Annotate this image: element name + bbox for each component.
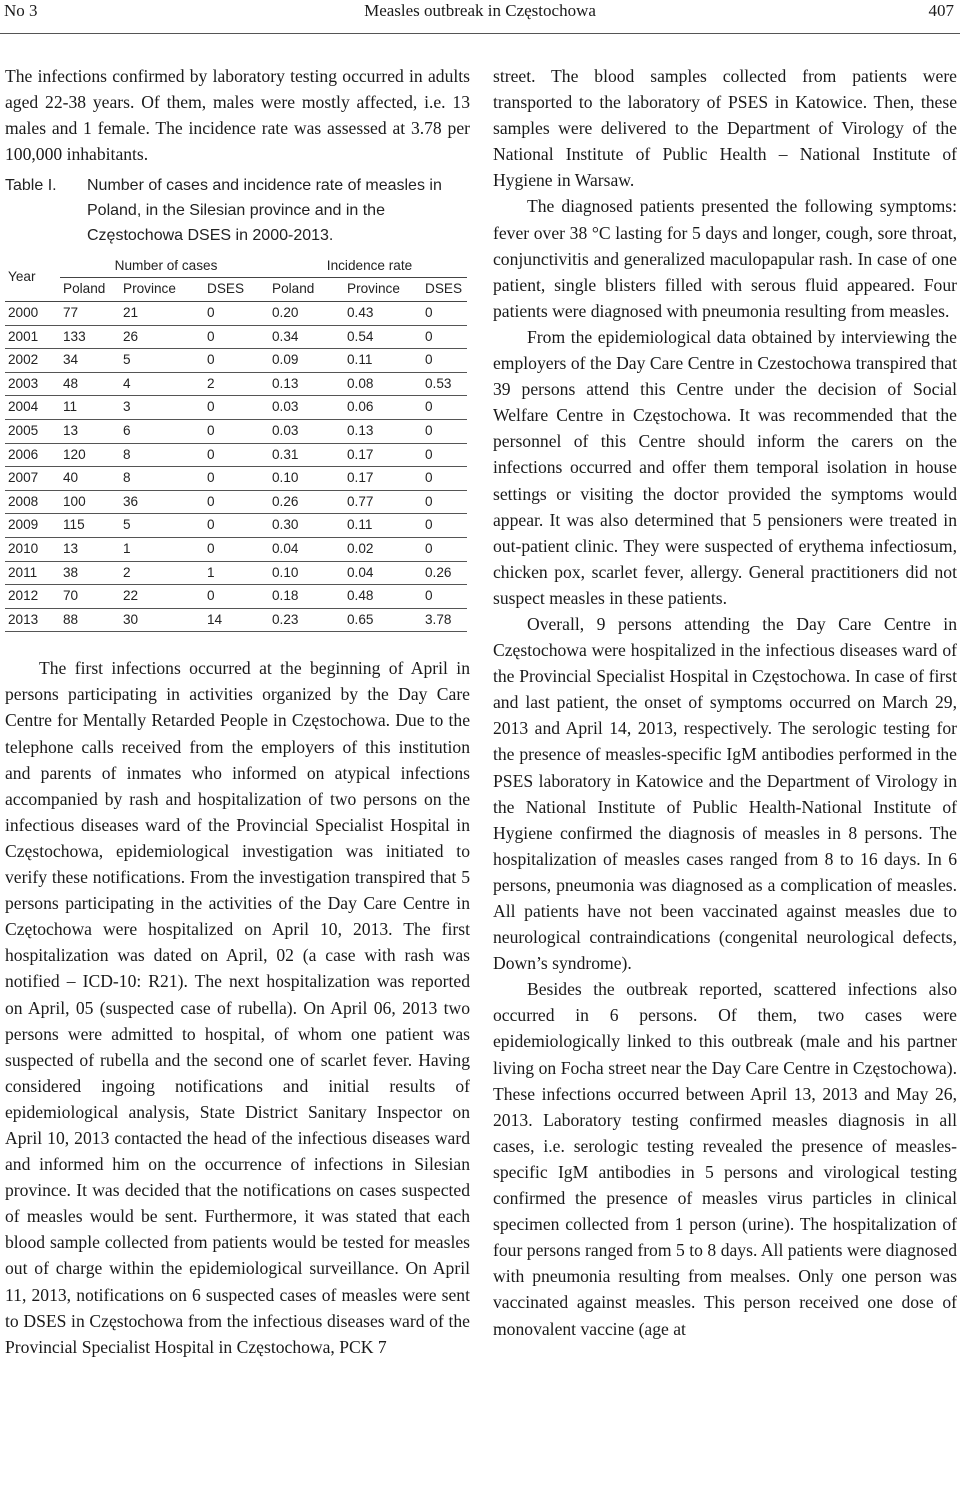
column-header: Province: [120, 278, 204, 302]
table-cell: 0.77: [347, 493, 374, 509]
table-cell: 0: [425, 517, 433, 533]
table-cell: 0.43: [347, 304, 374, 320]
body-paragraph: From the epidemiological data obtained by interviewing the employers of the Day Care Centre in Czestochowa transpired that 39 persons attend this Centre under the decision of Social Welfare Centre in Częstochowa. It was recommended that the personnel of this Centre should inform the carers on the infections occurred and offer them temporal isolation in house settings or visiting the doctor provided the symptoms would appear. It was also determined that 5 pensioners were treated in out-patient clinic. They were suspected of erythema infectiosum, chicken pox, scarlet fever, allergy. General practitioners did not suspect measles in these patients.: [493, 326, 957, 608]
table-cell: 0: [425, 493, 433, 509]
group-header-incidence: Incidence rate: [269, 254, 467, 278]
table-row: [5, 537, 467, 561]
table-cell: 0: [425, 304, 433, 320]
table-cell: 0.08: [347, 375, 374, 391]
table-cell: 40: [63, 470, 79, 486]
table-cell: 0: [207, 517, 215, 533]
column-header: DSES: [422, 278, 467, 302]
table-cell: 0.53: [425, 375, 452, 391]
table-cell: 0.04: [272, 540, 299, 556]
table-cell: 0: [207, 470, 215, 486]
table-cell: 48: [63, 375, 79, 391]
table-cell: 4: [123, 375, 131, 391]
year-cell: 2004: [8, 399, 39, 415]
table-cell: 100: [63, 493, 86, 509]
table-cell: 8: [123, 446, 131, 462]
table-cell: 3.78: [425, 611, 452, 627]
table-cell: 11: [63, 399, 78, 415]
year-cell: 2002: [8, 352, 39, 368]
table-cell: 0.13: [272, 375, 299, 391]
table-cell: 0: [425, 328, 433, 344]
table-cell: 0.11: [347, 352, 373, 368]
table-row: [5, 419, 467, 443]
column-header: DSES: [204, 278, 269, 302]
right-column: [493, 63, 957, 1342]
table-cell: 0.02: [347, 540, 374, 556]
table-row: [5, 396, 467, 420]
table-cell: 1: [207, 564, 215, 580]
year-cell: 2001: [8, 328, 39, 344]
table-cell: 0.17: [347, 470, 374, 486]
intro-paragraph: The infections confirmed by laboratory testing occurred in adults aged 22-38 years. Of them, males were mostly affected, i.e. 13 males and 1 female. The incidence rate was assessed at 3.78 per 100,000 inhabitants.: [5, 66, 470, 165]
table-cell: 0: [425, 470, 433, 486]
table-row: [5, 301, 467, 325]
table-cell: 14: [207, 611, 223, 627]
header-rule: [0, 33, 960, 34]
table-cell: 0.54: [347, 328, 374, 344]
year-cell: 2013: [8, 611, 39, 627]
year-cell: 2006: [8, 446, 39, 462]
table-cell: 22: [123, 588, 139, 604]
table-row: [5, 372, 467, 396]
table-cell: 0.03: [272, 422, 299, 438]
table-cell: 8: [123, 470, 131, 486]
year-cell: 2007: [8, 470, 39, 486]
table-cell: 115: [63, 517, 85, 533]
table-caption-text: Number of cases and incidence rate of measles in Poland, in the Silesian province and in the Częstochowa DSES in 2000-2013.: [87, 177, 442, 245]
table-cell: 70: [63, 588, 79, 604]
table-cell: 0.13: [347, 422, 374, 438]
table-cell: 0: [207, 588, 215, 604]
year-cell: 2012: [8, 588, 39, 604]
year-cell: 2010: [8, 540, 39, 556]
table-cell: 36: [123, 493, 139, 509]
table-row: [5, 514, 467, 538]
table-cell: 6: [123, 422, 131, 438]
body-paragraph: Overall, 9 persons attending the Day Care Centre in Częstochowa were hospitalized in the infectious diseases ward of the Provincial Specialist Hospital in Częstochowa. In case of first and last patient, the onset of symptoms occurred on March 29, 2013 and April 14, 2013, respectively. The serologic testing for the presence of measles-specific IgM antibodies performed in the PSES laboratory in Katowice and the Department of Virology in the National Institute of Public Health-National Institute of Hygiene confirmed the diagnosis of measles in 8 persons. The hospitalization of measles cases ranged from 8 to 16 days. In 6 persons, pneumonia was diagnosed as a complication of measles. All patients have not been vaccinated against measles due to neurological contraindications (congenital neurological defects, Down’s syndrome).: [493, 613, 957, 974]
table-cell: 26: [123, 328, 139, 344]
year-header: Year: [8, 269, 36, 285]
table-cell: 0.10: [272, 470, 299, 486]
column-header: Province: [344, 278, 422, 302]
table-cell: 0.65: [347, 611, 374, 627]
table-cell: 0: [207, 328, 215, 344]
table-cell: 0.30: [272, 517, 299, 533]
body-paragraph: Besides the outbreak reported, scattered infections also occurred in 6 persons. Of them, two cases were epidemiologically linked to this outbreak (male and his partner living on Focha street near the Day Care Centre in Częstochowa). These infections occurred between April 13, 2013 and May 26, 2013. Laboratory testing confirmed measles diagnosis in all cases, i.e. serologic testing revealed the presence of measles-specific IgM antibodies in 5 persons and virological testing confirmed the presence of measles virus particles in clinical specimen collected from 1 person (urine). The hospitalization of four persons ranged from 5 to 8 days. All patients were diagnosed with pneumonia resulting from mealses. Only one person was vaccinated against measles. This person received one dose of monovalent vaccine (age at: [493, 979, 957, 1339]
running-header: [0, 0, 960, 24]
table-cell: 0.03: [272, 399, 299, 415]
table-cell: 0.11: [347, 517, 373, 533]
table-row: [5, 585, 467, 609]
table-cell: 3: [123, 399, 131, 415]
year-cell: 2003: [8, 375, 39, 391]
table-cell: 0: [207, 493, 215, 509]
page-number: 407: [928, 1, 954, 20]
table-label: Table I.: [5, 177, 57, 195]
table-cell: 0.34: [272, 328, 299, 344]
table-cell: 5: [123, 517, 131, 533]
table-cell: 0.31: [272, 446, 299, 462]
table-cell: 0: [207, 446, 215, 462]
table-cell: 38: [63, 564, 79, 580]
table-cell: 0.04: [347, 564, 374, 580]
body-paragraph: street. The blood samples collected from patients were transported to the laboratory of PSES in Katowice. Then, these samples were delivered to the Department of Virology of the National Institute of Public Health – National Institute of Hygiene in Warsaw.: [493, 66, 957, 191]
table-cell: 0.09: [272, 352, 299, 368]
table-cell: 0: [207, 352, 215, 368]
table-cell: 0.18: [272, 588, 299, 604]
year-cell: 2008: [8, 493, 39, 509]
left-column: [5, 63, 470, 1360]
table-cell: 133: [63, 328, 86, 344]
table-cell: 0: [425, 399, 433, 415]
table-row: [5, 608, 467, 632]
table-cell: 0: [425, 422, 433, 438]
table-cell: 1: [123, 540, 131, 556]
table-cell: 13: [63, 540, 79, 556]
year-cell: 2005: [8, 422, 39, 438]
year-cell: 2011: [8, 564, 38, 580]
table-cell: 0.26: [425, 564, 452, 580]
year-cell: 2000: [8, 304, 39, 320]
table-cell: 2: [207, 375, 215, 391]
table-cell: 21: [123, 304, 139, 320]
column-header: Poland: [60, 278, 120, 302]
table-cell: 0.17: [347, 446, 374, 462]
table-row: [5, 490, 467, 514]
table-cell: 0.26: [272, 493, 299, 509]
table-cell: 0: [207, 540, 215, 556]
table-cell: 0.20: [272, 304, 299, 320]
year-cell: 2009: [8, 517, 39, 533]
table-cell: 13: [63, 422, 79, 438]
table-row: [5, 325, 467, 349]
table-cell: 0: [207, 399, 215, 415]
table-cell: 88: [63, 611, 79, 627]
table-cell: 0: [425, 446, 433, 462]
issue-number: No 3: [4, 1, 38, 20]
measles-table: [5, 254, 467, 632]
table-cell: 120: [63, 446, 86, 462]
table-cell: 0: [425, 540, 433, 556]
table-row: [5, 443, 467, 467]
body-paragraph: The first infections occurred at the beginning of April in persons participating in activities organized by the Day Care Centre for Mentally Retarded People in Częstochowa. Due to the telephone calls received from the employers of this institution and parents of inmates who informed on atypical infections accompanied by rash and hospitalization of two persons on the infectious diseases ward of the Provincial Specialist Hospital in Częstochowa, epidemiological investigation was initiated to verify these notifications. From the investigation transpired that 5 persons participating in the activities of the Day Care Centre in Czętochowa were hospitalized on April 10, 2013. The first hospitalization was dated on April, 02 (a case with rash was notified – ICD-10: R21). The next hospitalization was reported on April, 05 (suspected case of rubella). On April 06, 2013 two persons were admitted to hospital, of whom one patient was suspected of rubella and the second one of scarlet fever. Having considered ingoing notifications and initial results of epidemiological analysis, State District Sanitary Inspector on April 10, 2013 contacted the head of the infectious diseases ward and informed him on the occurrence of infections in Silesian province. It was decided that the notifications on cases suspected of measles would be sent. Furthermore, it was stated that each blood sample collected from patients would be tested for measles out of charge within the epidemiological surveillance. On April 11, 2013, notifications on 6 suspected cases of measles were sent to DSES in Częstochowa from the infectious diseases ward of the Provincial Specialist Hospital in Częstochowa, PCK 7: [5, 658, 470, 1357]
table-cell: 0.23: [272, 611, 299, 627]
table-cell: 0: [425, 588, 433, 604]
body-paragraph: The diagnosed patients presented the following symptoms: fever over 38 °C lasting for 5 days and longer, cough, sore throat, conjunctivitis and generalized maculopapular rash. In case of one patient, single blisters filled with serous fluid appeared. Four patients were diagnosed with pneumonia resulting from measles.: [493, 196, 957, 321]
group-header-cases: Number of cases: [60, 254, 269, 278]
table-row: [5, 467, 467, 491]
running-title: Measles outbreak in Częstochowa: [364, 1, 596, 20]
table-caption: [5, 173, 470, 248]
table-cell: 0: [207, 304, 215, 320]
table-row: [5, 561, 467, 585]
table-cell: 30: [123, 611, 139, 627]
table-cell: 0.10: [272, 564, 299, 580]
table-cell: 0.06: [347, 399, 374, 415]
table-cell: 0: [425, 352, 433, 368]
table-cell: 2: [123, 564, 131, 580]
table-cell: 5: [123, 352, 131, 368]
table-cell: 77: [63, 304, 79, 320]
table-cell: 0: [207, 422, 215, 438]
column-header: Poland: [269, 278, 344, 302]
table-cell: 34: [63, 352, 79, 368]
table-cell: 0.48: [347, 588, 374, 604]
table-row: [5, 349, 467, 373]
